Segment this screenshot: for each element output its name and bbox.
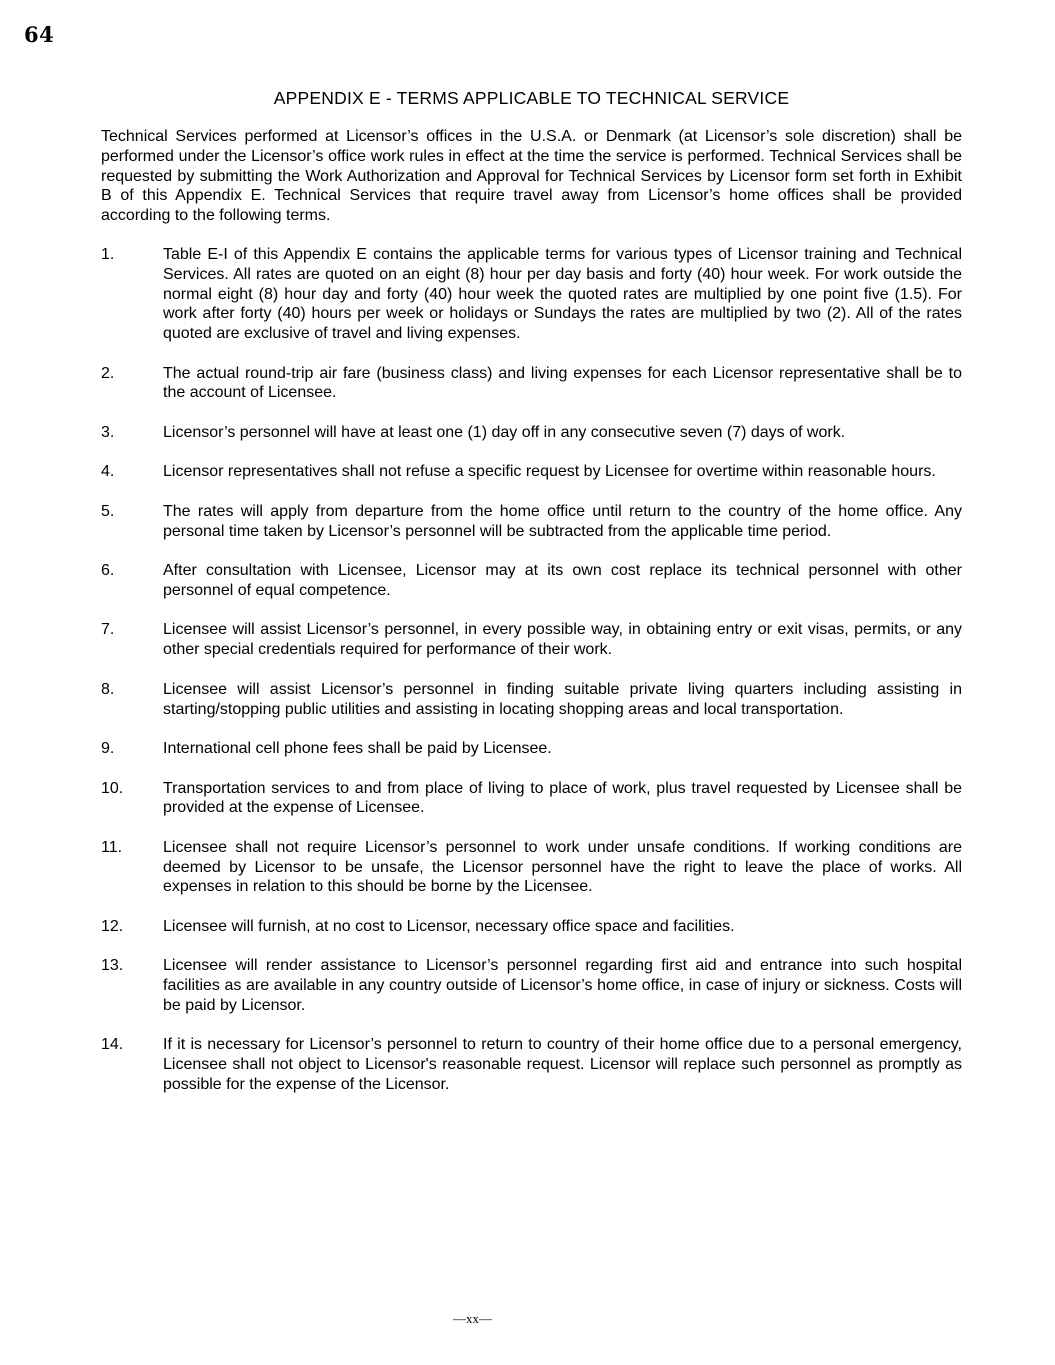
term-text: After consultation with Licensee, Licensor may at its own cost replace its technical personnel with other personnel of equal competence. [163, 562, 962, 599]
term-number: 12. [101, 917, 124, 935]
document-title: APPENDIX E - TERMS APPLICABLE TO TECHNICAL SERVICE [273, 88, 790, 108]
term-number: 2. [101, 364, 115, 382]
term-text: Licensor’s personnel will have at least one (1) day off in any consecutive seven (7) days of work. [163, 423, 846, 441]
document-body [101, 87, 962, 1115]
term-text: If it is necessary for Licensor’s personnel to return to country of their home office due to a personal emergency, Licensee shall not object to Licensor's reasonable request. Licensor will replace such personnel as promptly as possible for the expense of the Licensor. [163, 1036, 962, 1094]
term-text: Licensee shall not require Licensor’s personnel to work under unsafe conditions. If working conditions are deemed by Licensor to be unsafe, the Licensor personnel have the right to leave the place of works. All expenses in relation to this should be borne by the Licensee. [163, 838, 962, 896]
term-item [101, 739, 962, 759]
term-text: Table E-I of this Appendix E contains the applicable terms for various types of Licensor training and Technical Services. All rates are quoted on an eight (8) hour per day basis and forty (40) hour week. For work outside the normal eight (8) hour day and forty (40) hour week the quoted rates are multiplied by one point five (1.5). For work after forty (40) hours per week or holidays or Sundays the rates are multiplied by two (2). All of the rates quoted are exclusive of travel and living expenses. [163, 245, 962, 343]
term-number: 9. [101, 740, 115, 758]
term-item [101, 561, 962, 601]
term-number: 13. [101, 957, 124, 975]
term-number: 7. [101, 621, 115, 639]
term-text: Licensee will assist Licensor’s personnel in finding suitable private living quarters including assisting in starting/stopping public utilities and assisting in locating shopping areas and local transportation. [163, 680, 962, 718]
term-item [101, 423, 962, 443]
page-footer: —xx— [453, 1311, 492, 1326]
term-item [101, 502, 962, 542]
term-item [101, 245, 962, 344]
term-item [101, 956, 962, 1015]
term-number: 1. [101, 245, 115, 263]
term-item [101, 838, 962, 897]
term-number: 11. [101, 838, 123, 856]
term-number: 10. [101, 779, 124, 797]
term-text: The actual round-trip air fare (business class) and living expenses for each Licensor representative shall be to the account of Licensee. [163, 364, 962, 402]
term-number: 14. [101, 1036, 124, 1054]
term-item [101, 779, 962, 819]
term-text: Licensee will render assistance to Licensor’s personnel regarding first aid and entrance into such hospital facilities as are available in any country outside of Licensor’s home office, in case of injury or sickness. Costs will be paid by Licensor. [163, 957, 962, 1014]
term-text: Licensee will assist Licensor’s personnel, in every possible way, in obtaining entry or exit visas, permits, or any other special credentials required for performance of their work. [163, 621, 962, 659]
term-number: 5. [101, 502, 115, 520]
term-item [101, 917, 962, 937]
page-number: 64 [24, 22, 55, 47]
term-text: International cell phone fees shall be paid by Licensee. [163, 740, 552, 758]
term-item [101, 364, 962, 404]
term-text: The rates will apply from departure from the home office until return to the country of the home office. Any personal time taken by Licensor’s personnel will be subtracted from the applicable time period. [163, 502, 962, 540]
term-number: 6. [101, 562, 115, 580]
term-number: 4. [101, 463, 115, 481]
term-text: Licensee will furnish, at no cost to Licensor, necessary office space and facilities. [163, 917, 735, 935]
term-item [101, 620, 962, 660]
terms-list [101, 245, 962, 1095]
term-text: Transportation services to and from place of living to place of work, plus travel requested by Licensee shall be provided at the expense of Licensee. [163, 779, 962, 817]
term-item [101, 1035, 962, 1094]
term-text: Licensor representatives shall not refuse a specific request by Licensee for overtime within reasonable hours. [163, 463, 936, 481]
term-number: 3. [101, 423, 115, 441]
term-item [101, 462, 962, 482]
term-number: 8. [101, 680, 115, 698]
intro-paragraph: Technical Services performed at Licensor’s offices in the U.S.A. or Denmark (at Licensor’s sole discretion) shall be performed under the Licensor’s office work rules in effect at the time the service is performed. Technical Services shall be requested by submitting the Work Authorization and Approval for Technical Services by Licensor form set forth in Exhibit B of this Appendix E. Technical Services that require travel away from Licensor’s home offices shall be provided according to the following terms. [101, 128, 962, 225]
term-item [101, 680, 962, 720]
